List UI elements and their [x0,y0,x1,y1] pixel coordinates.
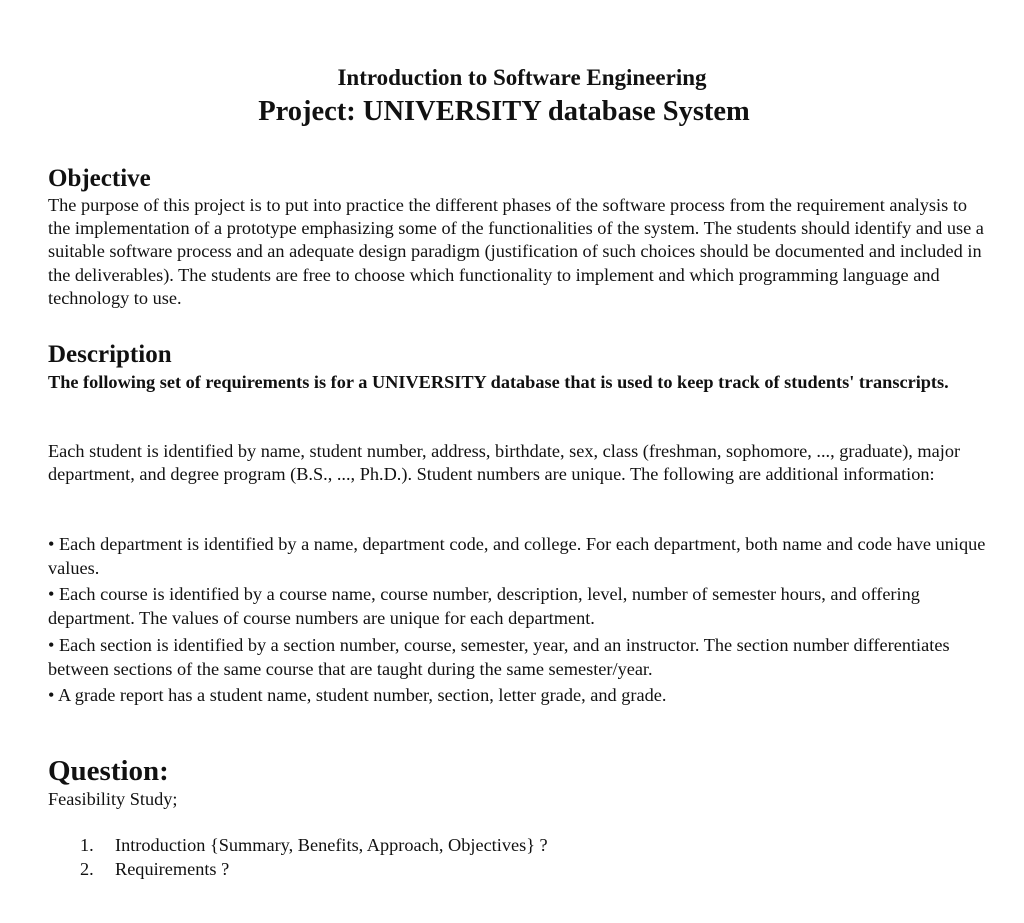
question-list [80,833,780,881]
bullet-item-section: • Each section is identified by a section number, course, semester, year, and an instructor. The section number differentiates between sections of the same course that are taught during the same semester/year. [48,634,950,679]
course-title: Introduction to Software Engineering [337,65,707,90]
description-heading: Description [48,341,172,368]
question-item-number: 1. [80,835,94,855]
objective-text: The purpose of this project is to put into practice the different phases of the software process from the requirement analysis to the implementation of a prototype emphasizing some of the functionalities of the system. The students should identify and use a suitable software process and an adequate design paradigm (justification of such choices should be documented and included in the deliverables). The students are free to choose which functionality to implement and which programming language and technology to use. [48,195,984,308]
question-list-item [80,833,780,857]
description-paragraph: Each student is identified by name, student number, address, birthdate, sex, class (freshman, sophomore, ..., graduate), major department, and degree program (B.S., ..., Ph.D.). Student numbers are unique. The following are additional information: [48,441,961,485]
question-item-text: Introduction {Summary, Benefits, Approach, Objectives} ? [115,835,548,855]
requirements-bullet-list [48,533,988,708]
question-item-text: Requirements ? [115,859,230,879]
objective-heading: Objective [48,165,151,192]
description-bold-intro: The following set of requirements is for a UNIVERSITY database that is used to keep track of students' transcripts. [48,372,949,392]
question-list-item [80,857,780,881]
question-heading: Question: [48,755,169,787]
bullet-item-course: • Each course is identified by a course name, course number, description, level, number of semester hours, and offering department. The values of course numbers are unique for each department. [48,584,920,629]
question-item-number: 2. [80,859,94,879]
project-title: Project: UNIVERSITY database System [258,96,750,127]
bullet-item-department: • Each department is identified by a name, department code, and college. For each department, both name and code have unique values. [48,534,986,578]
question-intro: Feasibility Study; [48,789,178,809]
bullet-item-grade-report: • A grade report has a student name, student number, section, letter grade, and grade. [48,685,667,706]
